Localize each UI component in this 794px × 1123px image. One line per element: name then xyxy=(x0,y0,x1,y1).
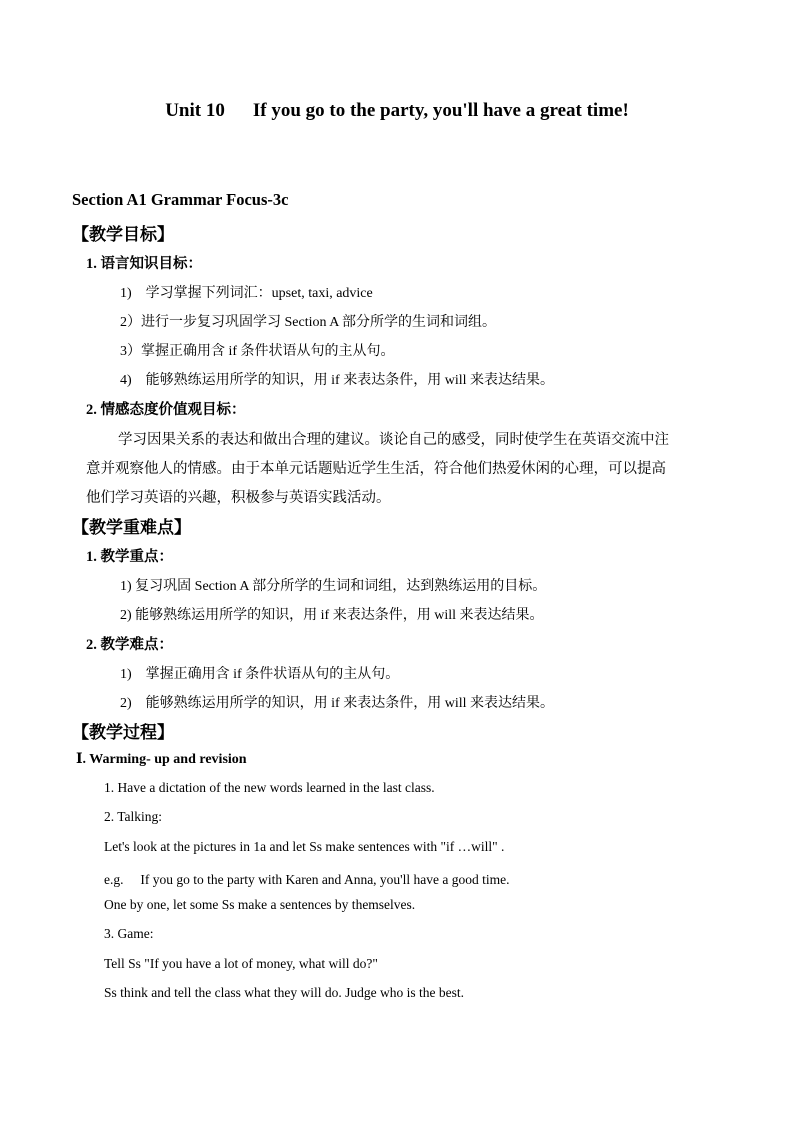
difficulty-heading: 2. 教学难点： xyxy=(86,637,173,653)
emotion-paragraph-line: 他们学习英语的兴趣，积极参与英语实践活动。 xyxy=(86,490,391,506)
process-line: Let's look at the pictures in 1a and let Ss make sentences with "if …will" . xyxy=(104,839,505,854)
section-title: Section A1 Grammar Focus-3c xyxy=(72,190,289,209)
focus-heading: 1. 教学重点： xyxy=(86,549,173,565)
process-line: Tell Ss "If you have a lot of money, what will do?" xyxy=(104,956,378,971)
process-line: 3. Game: xyxy=(104,926,154,941)
knowledge-item: 4) 能够熟练运用所学的知识，用 if 来表达条件，用 will 来表达结果。 xyxy=(120,373,554,388)
emotion-objectives-heading: 2. 情感态度价值观目标： xyxy=(86,402,246,418)
process-line: 2. Talking: xyxy=(104,809,163,824)
process-line: Ss think and tell the class what they will do. Judge who is the best. xyxy=(104,985,464,1000)
focus-item: 2) 能够熟练运用所学的知识，用 if 来表达条件，用 will 来表达结果。 xyxy=(120,608,544,623)
objectives-heading: 【教学目标】 xyxy=(72,225,174,244)
unit-label: Unit 10 xyxy=(165,100,225,121)
knowledge-item: 3）掌握正确用含 if 条件状语从句的主从句。 xyxy=(120,344,395,359)
knowledge-item: 2）进行一步复习巩固学习 Section A 部分所学的生词和词组。 xyxy=(120,315,497,330)
knowledge-objectives-heading: 1. 语言知识目标： xyxy=(86,256,202,272)
difficulty-item: 2) 能够熟练运用所学的知识，用 if 来表达条件，用 will 来表达结果。 xyxy=(120,696,554,711)
process-line: e.g. If you go to the party with Karen and Anna, you'll have a good time. xyxy=(104,872,510,887)
key-points-heading: 【教学重难点】 xyxy=(72,518,191,537)
knowledge-item: 1) 学习掌握下列词汇：upset, taxi, advice xyxy=(120,286,373,301)
process-heading: 【教学过程】 xyxy=(72,723,174,742)
unit-title-sentence: If you go to the party, you'll have a great time! xyxy=(252,100,629,121)
emotion-paragraph-line: 意并观察他人的情感。由于本单元话题贴近学生生活，符合他们热爱休闲的心理，可以提高 xyxy=(86,461,666,477)
page-title xyxy=(0,100,794,122)
focus-item: 1) 复习巩固 Section A 部分所学的生词和词组，达到熟练运用的目标。 xyxy=(120,579,547,594)
step-title: Ⅰ. Warming- up and revision xyxy=(76,752,247,767)
process-line: 1. Have a dictation of the new words learned in the last class. xyxy=(104,780,435,795)
difficulty-item: 1) 掌握正确用含 if 条件状语从句的主从句。 xyxy=(120,667,400,682)
emotion-paragraph-line: 学习因果关系的表达和做出合理的建议。谈论自己的感受，同时使学生在英语交流中注 xyxy=(118,432,669,448)
process-line: One by one, let some Ss make a sentences by themselves. xyxy=(104,897,416,912)
